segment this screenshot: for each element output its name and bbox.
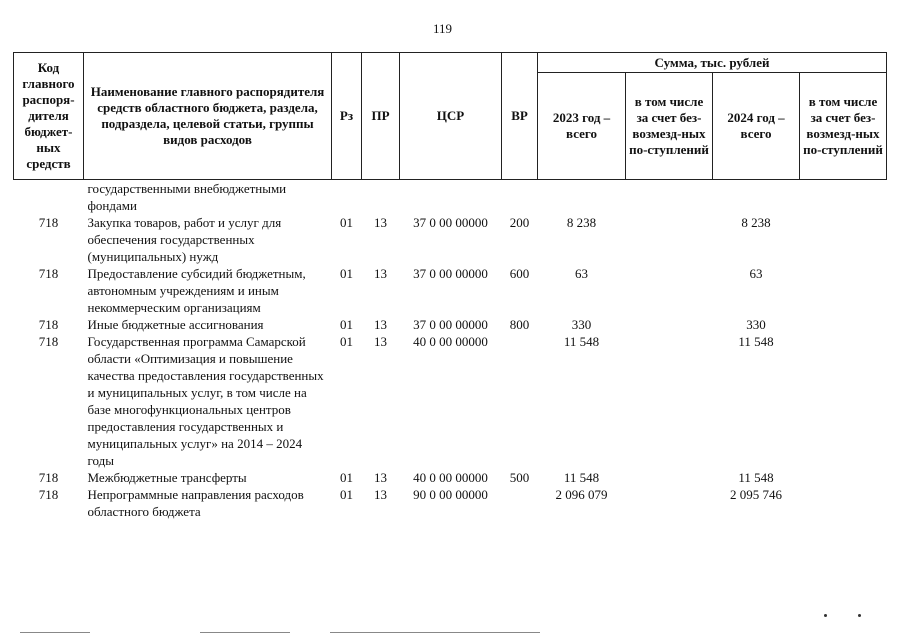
row-sum-2023-free (626, 265, 713, 316)
row-code: 718 (38, 470, 59, 485)
row-vr: 600 (509, 266, 530, 281)
row-vr (502, 180, 538, 215)
table-row (14, 469, 887, 486)
row-pr: 13 (374, 470, 387, 485)
row-sum-2024-free (800, 214, 887, 265)
page-number: 119 (432, 21, 453, 36)
row-pr (362, 180, 400, 215)
row-sum-2023: 63 (575, 266, 588, 281)
row-name: Государственная программа Самарской области «Оптимизация и повышение качества предоставления государственных и муниципальных услуг, в том числе на базе многофункциональных центров предоставления государственных и муниципальных услуг» на 2014 – 2024 годы (87, 334, 324, 468)
table-row (14, 486, 887, 520)
row-vr: 200 (509, 215, 530, 230)
row-sum-2023-free (626, 180, 713, 215)
row-name: Закупка товаров, работ и услуг для обеспечения государственных (муниципальных) нужд (87, 215, 282, 264)
row-csr: 40 0 00 00000 (413, 334, 488, 349)
row-pr: 13 (374, 317, 387, 332)
row-csr: 37 0 00 00000 (413, 317, 488, 332)
row-sum-2024-free (800, 180, 887, 215)
header-name: Наименование главного распорядителя средств областного бюджета, раздела, подраздела, целевой статьи, группы видов расходов (84, 53, 332, 180)
row-sum-2023: 11 548 (563, 334, 600, 349)
row-rz: 01 (340, 487, 353, 502)
header-2023-total: 2023 год – всего (538, 73, 626, 180)
row-rz (332, 180, 362, 215)
row-sum-2023-free (626, 316, 713, 333)
row-sum-2023: 11 548 (563, 470, 600, 485)
row-csr (400, 180, 502, 215)
row-name: государственными внебюджетными фондами (87, 181, 287, 213)
header-2024-free: в том числе за счет без-возмезд-ных по-ступлений (800, 73, 887, 180)
row-vr (502, 486, 538, 520)
row-code: 718 (38, 215, 59, 230)
header-code: Код главного распоря-дителя бюджет-ных средств (14, 53, 84, 180)
row-code: 718 (38, 487, 59, 502)
row-csr: 37 0 00 00000 (413, 266, 488, 281)
row-sum-2024: 63 (749, 266, 763, 281)
row-sum-2024-free (800, 486, 887, 520)
row-sum-2023-free (626, 333, 713, 469)
header-vr: ВР (502, 53, 538, 180)
row-csr: 37 0 00 00000 (413, 215, 488, 230)
row-sum-2024: 2 095 746 (730, 487, 782, 502)
row-sum-2024-free (800, 316, 887, 333)
row-rz: 01 (340, 317, 353, 332)
table-row (14, 333, 887, 469)
scan-line (20, 632, 90, 633)
table-row (14, 265, 887, 316)
row-vr (502, 333, 538, 469)
row-rz: 01 (340, 334, 353, 349)
row-name: Межбюджетные трансферты (87, 470, 247, 485)
row-code: 718 (38, 317, 59, 332)
header-rz: Рз (332, 53, 362, 180)
row-pr: 13 (374, 215, 387, 230)
row-sum-2024: 11 548 (738, 470, 774, 485)
scan-dot (824, 614, 827, 617)
row-vr: 500 (509, 470, 530, 485)
row-sum-2023-free (626, 214, 713, 265)
row-sum-2024-free (800, 333, 887, 469)
row-code (14, 180, 84, 215)
row-sum-2024-free (800, 265, 887, 316)
row-csr: 40 0 00 00000 (413, 470, 488, 485)
row-name: Иные бюджетные ассигнования (87, 317, 264, 332)
header-sum-group: Сумма, тыс. рублей (538, 53, 887, 73)
header-2024-total: 2024 год – всего (713, 73, 800, 180)
table-row (14, 316, 887, 333)
row-name: Предоставление субсидий бюджетным, автономным учреждениям и иным некоммерческим организациям (87, 266, 306, 315)
row-rz: 01 (340, 215, 353, 230)
scan-line (330, 632, 540, 633)
row-code: 718 (38, 266, 59, 281)
row-vr: 800 (509, 317, 530, 332)
row-sum-2023: 330 (571, 317, 592, 332)
row-sum-2023: 2 096 079 (555, 487, 608, 502)
row-sum-2024-free (800, 469, 887, 486)
row-sum-2023-free (626, 486, 713, 520)
row-pr: 13 (374, 334, 387, 349)
budget-table (13, 52, 887, 520)
row-name: Непрограммные направления расходов областного бюджета (87, 487, 304, 519)
row-sum-2024: 8 238 (741, 215, 771, 230)
table-row (14, 214, 887, 265)
row-csr: 90 0 00 00000 (413, 487, 488, 502)
row-sum-2023 (538, 180, 626, 215)
row-rz: 01 (340, 470, 353, 485)
row-sum-2024: 11 548 (738, 334, 774, 349)
row-sum-2024: 330 (746, 317, 766, 332)
header-csr: ЦСР (400, 53, 502, 180)
scan-dot (858, 614, 861, 617)
row-pr: 13 (374, 487, 387, 502)
row-pr: 13 (374, 266, 387, 281)
table-header (14, 53, 887, 180)
header-pr: ПР (362, 53, 400, 180)
header-2023-free: в том числе за счет без-возмезд-ных по-ступлений (626, 73, 713, 180)
row-code: 718 (38, 334, 59, 349)
row-sum-2023-free (626, 469, 713, 486)
row-sum-2024 (713, 180, 800, 215)
row-sum-2023: 8 238 (566, 215, 597, 230)
row-rz: 01 (340, 266, 353, 281)
budget-table-container (13, 52, 886, 520)
scan-line (200, 632, 290, 633)
table-row (14, 180, 887, 215)
table-body (14, 180, 887, 521)
